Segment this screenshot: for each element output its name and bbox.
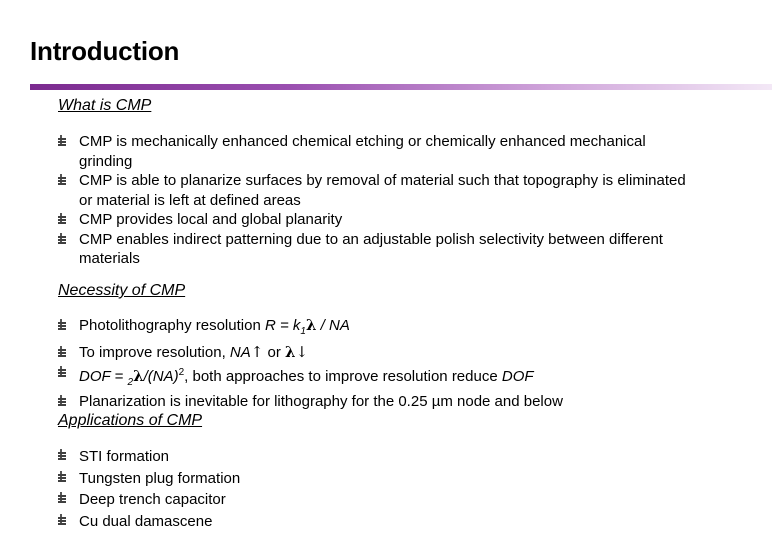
page-title: Introduction (30, 36, 180, 66)
section-heading-necessity-of-cmp: Necessity of CMP (58, 282, 186, 299)
list-item-text: STI formation (79, 448, 170, 465)
bullet-icon (58, 213, 66, 225)
resolution-prefix: Photolithography resolution (79, 317, 265, 334)
bullet-icon (58, 492, 66, 504)
list-item-text: CMP is able to planarize surfaces by removal of material such that topography is eliminated or material is left at defined areas (79, 172, 686, 209)
section-heading-what-is-cmp: What is CMP (58, 97, 152, 114)
list-item (58, 489, 698, 511)
list-item-text: Planarization is inevitable for lithography for the 0.25 µm node and below (79, 393, 563, 410)
bullet-list-necessity-of-cmp (58, 316, 698, 412)
dof-sub: 2 (127, 376, 134, 388)
resolution-formula-sub: 1 (300, 326, 306, 337)
bullet-icon (58, 366, 66, 378)
bullet-icon (58, 471, 66, 483)
arrow-down-icon: ↓ (295, 343, 309, 361)
list-item (58, 230, 698, 269)
title-underline-bar (30, 84, 772, 90)
bullet-icon (58, 319, 66, 331)
list-item (58, 132, 698, 171)
lambda-symbol: λ (305, 316, 317, 334)
list-item (58, 210, 698, 230)
bullet-icon (58, 395, 66, 407)
bullet-icon (58, 174, 66, 186)
list-item-text: Cu dual damascene (79, 512, 213, 530)
lambda-symbol: λ (285, 343, 296, 361)
list-item (58, 392, 698, 412)
list-item (58, 316, 698, 342)
list-item (58, 468, 698, 490)
lambda-symbol: λ (133, 366, 144, 385)
bullet-icon (58, 449, 66, 461)
list-item (58, 511, 698, 533)
list-item (58, 446, 698, 468)
list-item-text: CMP enables indirect patterning due to an adjustable polish selectivity between different materials (79, 230, 663, 267)
resolution-formula-r: R = k (264, 317, 301, 334)
improve-na: NA (229, 344, 251, 361)
bullet-icon (58, 514, 66, 526)
bullet-list-applications-of-cmp (58, 446, 698, 532)
list-item (58, 343, 698, 363)
bullet-icon (58, 346, 66, 358)
dof-formula-a: DOF = (79, 367, 128, 385)
bullet-list-what-is-cmp (58, 132, 698, 269)
list-item (58, 363, 698, 393)
list-item-text: CMP is mechanically enhanced chemical etching or chemically enhanced mechanical grinding (79, 133, 646, 170)
improve-prefix: To improve resolution, (79, 344, 230, 361)
list-item-text: Tungsten plug formation (79, 469, 241, 487)
arrow-up-icon: ↑ (250, 343, 264, 361)
bullet-icon (58, 233, 66, 245)
bullet-icon (58, 135, 66, 147)
dof-formula-b: /(NA) (143, 367, 179, 385)
dof-formula-c: , both approaches to improve resolution reduce (184, 367, 502, 385)
list-item (58, 171, 698, 210)
dof-sup: 2 (178, 366, 185, 378)
improve-or: or (263, 344, 286, 361)
section-heading-applications-of-cmp: Applications of CMP (58, 412, 203, 429)
dof-formula-d: DOF (501, 367, 534, 385)
list-item-text: CMP provides local and global planarity (79, 211, 343, 228)
resolution-formula-na: / NA (316, 317, 350, 334)
list-item-text: Deep trench capacitor (79, 491, 226, 508)
